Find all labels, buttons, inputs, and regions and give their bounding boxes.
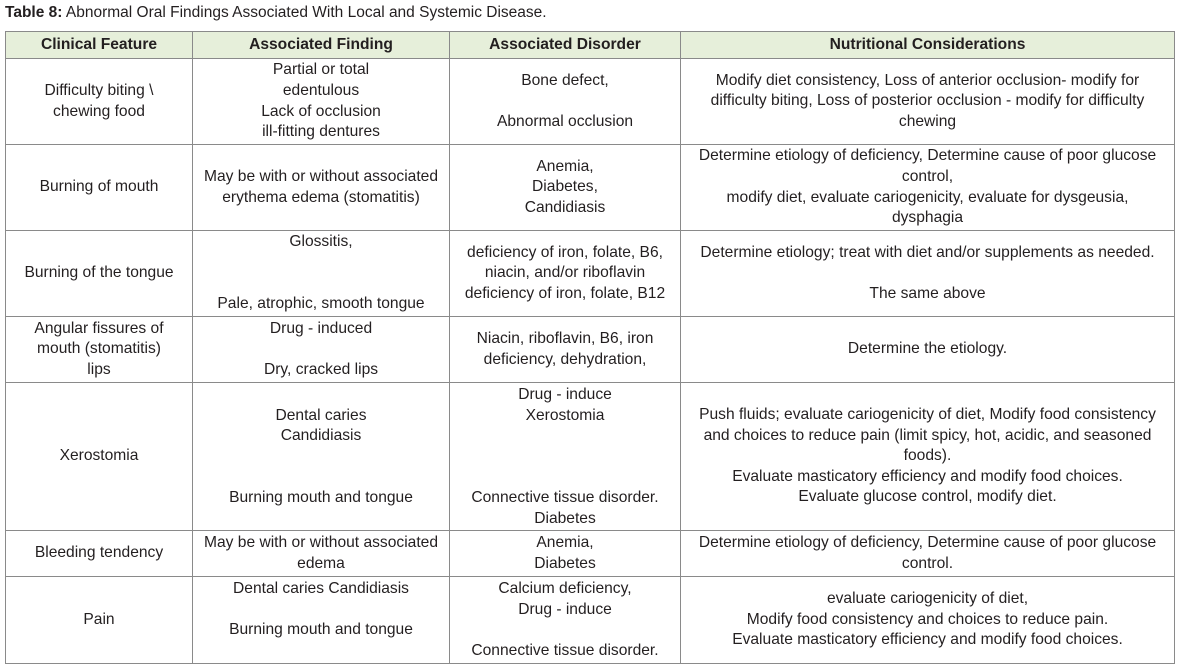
cell-line: chewing [898,112,957,130]
cell-clinical-feature [6,317,193,383]
table-row [6,59,1175,145]
cell-line: evaluate cariogenicity of diet, [826,590,1029,608]
cell-line: deficiency of iron, folate, B6, [467,243,663,261]
cell-line: Pale, atrophic, smooth tongue [217,295,425,313]
cell-line: Calcium deficiency, [498,580,632,597]
cell-line: Niacin, riboflavin, B6, iron [476,329,654,347]
cell-nutritional-considerations [681,383,1175,531]
cell-line: dysphagia [891,209,964,227]
cell-nutritional-considerations [681,317,1175,383]
table-row [6,145,1175,231]
cell-line: niacin, and/or riboflavin [484,264,646,282]
cell-line: Abnormal occlusion [496,112,634,130]
cell-line: Dental caries Candidiasis [233,580,409,597]
cell-line: Drug - induce [518,600,612,618]
cell-line: foods). [903,447,952,465]
cell-line: Lack of occlusion [261,102,381,120]
table-row [6,531,1175,577]
cell-line: Evaluate glucose control, modify diet. [798,488,1057,506]
cell-line: Difficulty biting \ [44,81,154,99]
cell-line: chewing food [53,102,145,120]
cell-line: deficiency of iron, folate, B12 [464,284,666,302]
cell-line: Dental caries [275,406,367,424]
cell-associated-finding [193,577,450,664]
header-row [6,32,1175,59]
cell-line: Anemia, [536,157,594,175]
oral-findings-table [5,31,1175,664]
cell-line: mouth (stomatitis) [37,340,161,358]
cell-line: Bleeding tendency [34,544,164,562]
cell-nutritional-considerations [681,231,1175,317]
cell-nutritional-considerations [681,577,1175,664]
cell-clinical-feature [6,59,193,145]
cell-line: Anemia, [536,533,594,551]
cell-line: modify diet, evaluate cariogenicity, evaluate for dysgeusia, [726,188,1129,206]
cell-line: Burning of the tongue [24,264,174,282]
cell-line: Pain [83,610,115,628]
cell-associated-finding [193,383,450,531]
cell-line: Evaluate masticatory efficiency and modify food choices. [732,631,1123,649]
cell-line: Determine etiology of deficiency, Determine cause of poor glucose [698,533,1157,551]
cell-line: Xerostomia [525,406,605,424]
header-associated-finding: Associated Finding [193,32,450,59]
cell-line: Diabetes, [532,178,598,196]
table-row [6,577,1175,664]
cell-line: Candidiasis [280,427,362,445]
header-clinical-feature: Clinical Feature [6,32,193,59]
cell-associated-disorder [450,145,681,231]
cell-line: Determine the etiology. [847,340,1008,358]
cell-line: The same above [869,284,986,302]
cell-line: Drug - induce [518,386,612,403]
table-row [6,231,1175,317]
table-row [6,383,1175,531]
cell-associated-finding [193,531,450,577]
cell-associated-finding [193,231,450,317]
cell-clinical-feature [6,145,193,231]
cell-line: Diabetes [534,509,596,527]
cell-line: Glossitis, [289,233,353,251]
cell-line: deficiency, dehydration, [483,350,647,368]
cell-line: May be with or without associated [203,167,439,185]
cell-line: and choices to reduce pain (limit spicy, hot, acidic, and seasoned [703,426,1152,444]
cell-line: Dry, cracked lips [263,360,379,378]
cell-line: Connective tissue disorder. [471,641,659,659]
cell-associated-disorder [450,231,681,317]
header-nutritional-considerations: Nutritional Considerations [681,32,1175,59]
cell-line: control. [901,554,954,572]
cell-line: Determine etiology of deficiency, Determine cause of poor glucose [698,147,1157,165]
cell-line: Bone defect, [521,71,609,89]
cell-clinical-feature [6,231,193,317]
cell-line: Xerostomia [59,447,139,465]
cell-line: Drug - induced [269,319,373,337]
cell-clinical-feature [6,531,193,577]
cell-line: edema [297,554,345,572]
cell-line: difficulty biting, Loss of posterior occlusion - modify for difficulty [710,92,1145,110]
cell-associated-disorder [450,317,681,383]
cell-line: Diabetes [534,554,596,572]
header-associated-disorder: Associated Disorder [450,32,681,59]
cell-line: Connective tissue disorder. [471,488,659,506]
cell-nutritional-considerations [681,145,1175,231]
cell-line: edentulous [282,81,360,99]
cell-line: ill-fitting dentures [262,123,380,141]
table-caption [5,4,547,22]
cell-associated-disorder [450,383,681,531]
cell-line: Push fluids; evaluate cariogenicity of diet, Modify food consistency [699,406,1156,424]
cell-clinical-feature [6,577,193,664]
cell-line: Burning mouth and tongue [229,621,413,639]
caption-text: Abnormal Oral Findings Associated With Local and Systemic Disease. [65,4,547,21]
cell-associated-disorder [450,577,681,664]
cell-nutritional-considerations [681,59,1175,145]
cell-line: Angular fissures of [34,319,164,337]
cell-clinical-feature [6,383,193,531]
cell-line: lips [87,360,111,378]
cell-associated-disorder [450,531,681,577]
cell-nutritional-considerations [681,531,1175,577]
cell-associated-finding [193,317,450,383]
cell-line: Evaluate masticatory efficiency and modify food choices. [732,467,1123,485]
cell-associated-finding [193,59,450,145]
cell-line: Partial or total [272,61,370,79]
cell-line: Burning mouth and tongue [229,488,413,506]
cell-line: Candidiasis [524,198,606,216]
caption-label: Table 8: [5,4,63,21]
cell-line: Burning of mouth [39,178,159,196]
cell-line: May be with or without associated [203,533,439,551]
cell-associated-finding [193,145,450,231]
cell-line: Modify food consistency and choices to reduce pain. [746,610,1109,628]
cell-line: erythema edema (stomatitis) [222,188,420,206]
cell-associated-disorder [450,59,681,145]
table-row [6,317,1175,383]
cell-line: Modify diet consistency, Loss of anterior occlusion- modify for [715,71,1140,89]
cell-line: Determine etiology; treat with diet and/or supplements as needed. [700,243,1155,261]
cell-line: control, [901,167,954,185]
